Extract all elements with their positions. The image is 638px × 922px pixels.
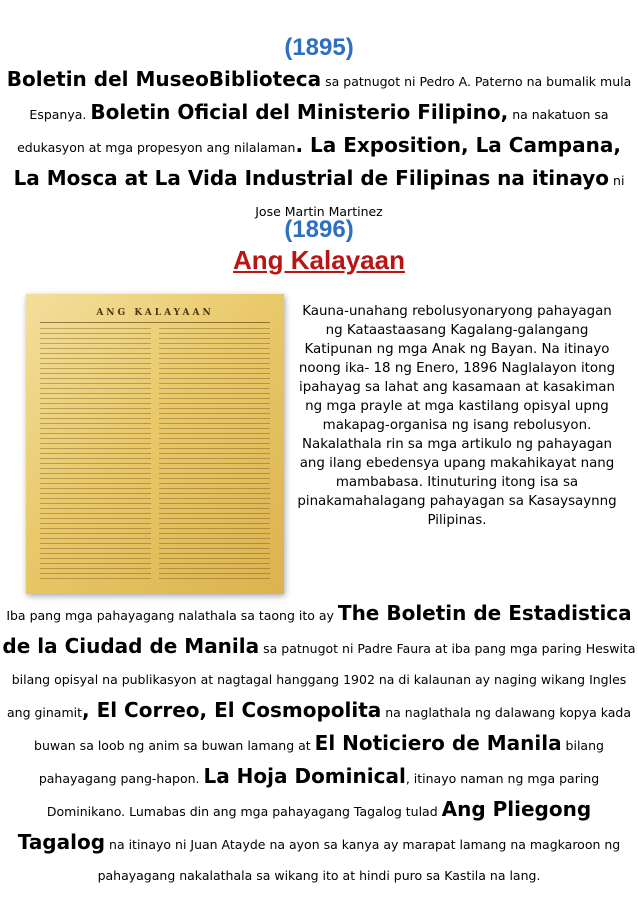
title-boletin-museo: Boletin del MuseoBiblioteca	[6, 67, 322, 91]
masthead-rule	[40, 322, 270, 323]
text-edukasyon: na nakatuon sa edukasyon at mga propesyon ang nilalaman	[17, 107, 609, 155]
kalayaan-description: Kauna-unahang rebolusyonaryong pahayagan ng Kataastaasang Kagalang-galangang Katipunan ng mga Anak ng Bayan. Na itinayo noong ika- 18 ng Enero, 1896 Naglalayon itong ipahayag sa lahat ang kasamaan at kasakiman ng mga prayle at mga kastilang opisyal upng makapag-organisa ng isang rebolusyon. Nakalathala rin sa mga artikulo ng pahayagan ang ilang ebedensya upang makahikayat nang mambabasa. Itinuturing itong isa sa pinakamahalagang pahayagan sa Kasaysaynng Pilipinas.	[297, 304, 617, 528]
text-paterno: sa patnugot ni Pedro A. Paterno na bumalik mula Espanya.	[29, 74, 632, 122]
text-iba-pang: Iba pang mga pahayagang nalathala sa taong ito ay	[6, 608, 338, 623]
title-boletin-oficial: Boletin Oficial del Ministerio Filipino,	[90, 100, 509, 124]
year-heading-1895: (1895)	[284, 34, 354, 61]
newspaper-image	[26, 294, 284, 594]
paragraph-1895	[4, 64, 634, 227]
text-martinez: ni Jose Martin Martinez	[255, 173, 625, 219]
text-dalawang-kopya: na naglathala ng dalawang kopya kada buwan sa loob ng anim sa buwan lamang at	[34, 705, 632, 753]
section-1895	[4, 34, 634, 227]
title-boletin-estadistica: The Boletin de Estadistica de la Ciudad de Manila	[2, 601, 632, 658]
text-dominikano: , itinayo naman ng mga paring Dominikano. Lumabas din ang mga pahayagang Tagalog tulad	[46, 771, 600, 819]
newspaper-masthead: ANG KALAYAAN	[96, 308, 214, 318]
year-heading-1896: (1896)	[284, 216, 354, 243]
title-la-hoja: La Hoja Dominical	[203, 764, 406, 788]
newspaper-columns	[40, 328, 270, 582]
title-pliegong-tagalog: Ang Pliegong Tagalog	[17, 797, 592, 854]
headline-ang-kalayaan: Ang Kalayaan	[233, 245, 405, 275]
text-faura: sa patnugot ni Padre Faura at iba pang mga paring Heswita bilang opisyal na publikasyon at nagtagal hanggang 1902 na di kalaunan ay naging wikang Ingles ang ginamit	[6, 641, 636, 720]
newspaper-column	[40, 328, 151, 582]
newspaper-column	[159, 328, 270, 582]
section-1896	[0, 216, 638, 276]
title-el-correo: , El Correo, El Cosmopolita	[82, 698, 382, 722]
title-el-noticiero: El Noticiero de Manila	[314, 731, 562, 755]
section-other-papers	[0, 598, 638, 891]
text-atayde: na itinayo ni Juan Atayde na ayon sa kanya ay marapat lamang na magkaroon ng pahayagang nakalathala sa wikang ito at hindi puro sa Kastila na lang.	[97, 837, 621, 883]
title-la-exposition: . La Exposition, La Campana, La Mosca at La Vida Industrial de Filipinas na itinayo	[13, 133, 621, 190]
paragraph-other-papers	[0, 598, 638, 891]
text-pang-hapon: bilang pahayagang pang-hapon.	[38, 738, 604, 786]
